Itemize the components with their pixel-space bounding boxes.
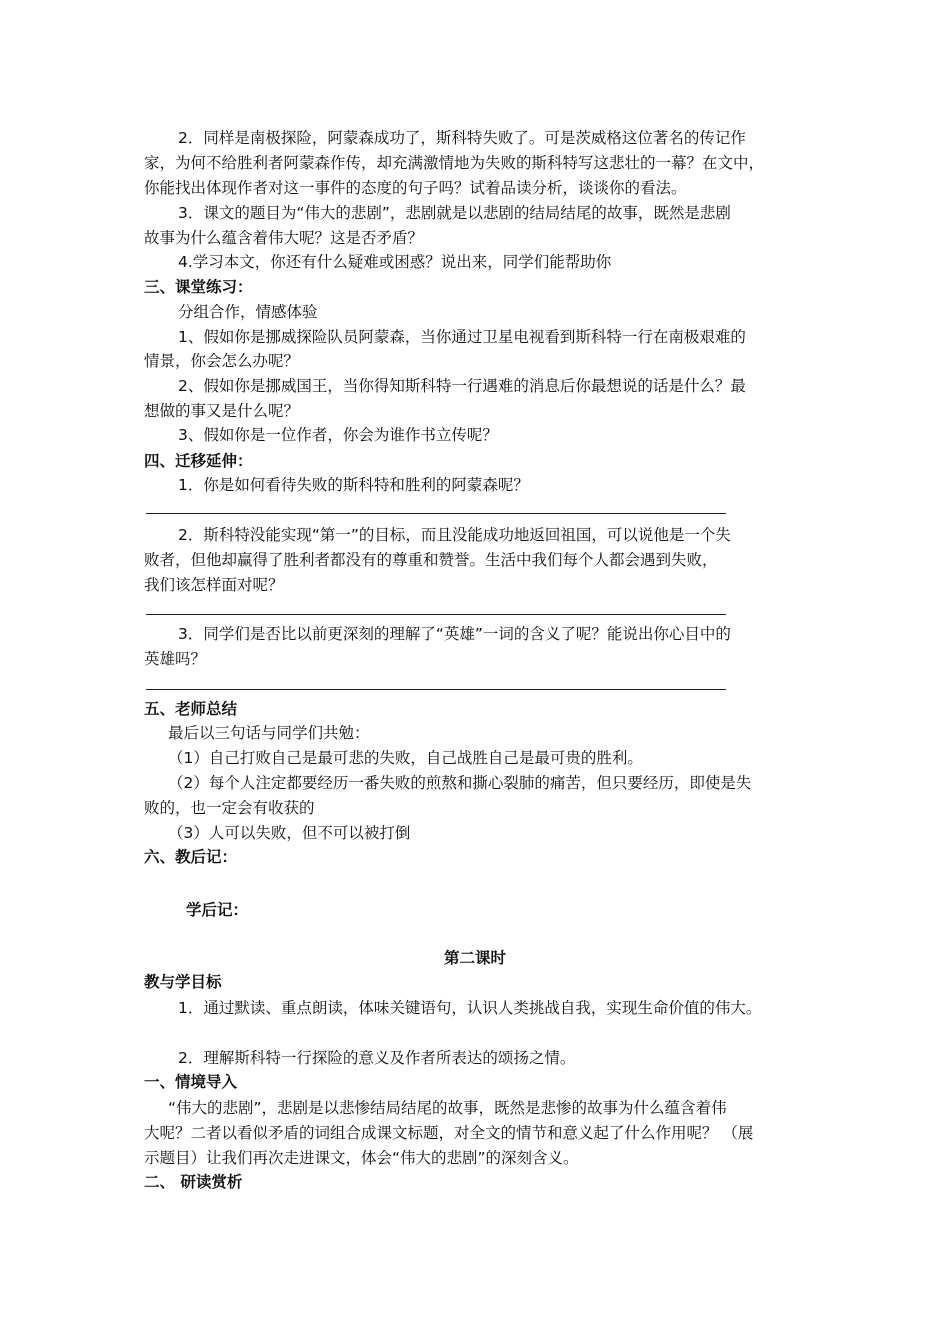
text-line: 1、假如你是挪威探险队员阿蒙森，当你通过卫星电视看到斯科特一行在南极艰难的 xyxy=(178,328,746,346)
text-line: （3）人可以失败，但不可以被打倒 xyxy=(168,824,411,842)
text-line: 2．理解斯科特一行探险的意义及作者所表达的颂扬之情。 xyxy=(178,1049,576,1067)
text-line: 我们该怎样面对呢？ xyxy=(144,576,284,594)
answer-line xyxy=(146,513,726,514)
text-line: 故事为什么蕴含着伟大呢？这是否矛盾？ xyxy=(144,229,424,247)
text-line: 最后以三句话与同学们共勉： xyxy=(168,724,370,742)
section-heading: 六、教后记： xyxy=(144,848,238,866)
answer-line xyxy=(146,689,726,690)
text-line: 4.学习本文，你还有什么疑难或困惑？说出来，同学们能帮助你 xyxy=(178,253,612,271)
text-line: 大呢？二者以看似矛盾的词组合成课文标题，对全文的情节和意义起了什么作用呢？ （展 xyxy=(144,1124,754,1142)
text-line: （2）每个人注定都要经历一番失败的煎熬和撕心裂肺的痛苦，但只要经历，即使是失 xyxy=(168,774,752,792)
text-line: 3．同学们是否比以前更深刻的理解了“英雄”一词的含义了呢？能说出你心目中的 xyxy=(178,625,731,643)
text-line: 想做的事又是什么呢？ xyxy=(144,402,300,420)
text-line: 分组合作，情感体验 xyxy=(178,303,318,321)
answer-line xyxy=(146,614,726,615)
text-line: （1）自己打败自己是最可悲的失败，自己战胜自己是最可贵的胜利。 xyxy=(168,749,643,767)
text-line: 1．通过默读、重点朗读，体味关键语句，认识人类挑战自我，实现生命价值的伟大。 xyxy=(178,999,762,1017)
section-heading: 五、老师总结 xyxy=(144,700,238,718)
text-line: 1．你是如何看待失败的斯科特和胜利的阿蒙森呢？ xyxy=(178,476,529,494)
text-line: 情景，你会怎么办呢？ xyxy=(144,352,300,370)
section-heading: 教与学目标 xyxy=(144,973,222,991)
section-heading: 二、 研读赏析 xyxy=(144,1173,243,1191)
text-line: 你能找出体现作者对这一事件的态度的句子吗？试着品读分析，谈谈你的看法。 xyxy=(144,179,687,197)
section-heading: 四、迁移延伸： xyxy=(144,452,253,470)
text-line: 败者，但他却赢得了胜利者都没有的尊重和赞誉。生活中我们每个人都会遇到失败， xyxy=(144,551,718,569)
text-line: 2、假如你是挪威国王，当你得知斯科特一行遇难的消息后你最想说的话是什么？最 xyxy=(178,377,746,395)
text-line: 3、假如你是一位作者，你会为谁作书立传呢？ xyxy=(178,426,498,444)
text-line: 2．同样是南极探险，阿蒙森成功了，斯科特失败了。可是茨威格这位著名的传记作 xyxy=(178,129,746,147)
text-line: 2．斯科特没能实现“第一”的目标，而且没能成功地返回祖国，可以说他是一个失 xyxy=(178,526,731,544)
section-heading: 三、课堂练习： xyxy=(144,278,253,296)
section-heading: 学后记： xyxy=(186,901,249,919)
text-line: “伟大的悲剧”，悲剧是以悲惨结局结尾的故事，既然是悲惨的故事为什么蕴含着伟 xyxy=(168,1099,727,1117)
text-line: 英雄吗？ xyxy=(144,650,207,668)
text-line: 家，为何不给胜利者阿蒙森作传，却充满激情地为失败的斯科特写这悲壮的一幕？在文中， xyxy=(144,154,765,172)
text-line: 败的，也一定会有收获的 xyxy=(144,799,315,817)
lesson-title: 第二课时 xyxy=(443,949,506,967)
text-line: 示题目）让我们再次走进课文，体会“伟大的悲剧”的深刻含义。 xyxy=(144,1149,579,1167)
text-line: 3．课文的题目为“伟大的悲剧”，悲剧就是以悲剧的结局结尾的故事，既然是悲剧 xyxy=(178,204,731,222)
section-heading: 一、情境导入 xyxy=(144,1073,238,1091)
